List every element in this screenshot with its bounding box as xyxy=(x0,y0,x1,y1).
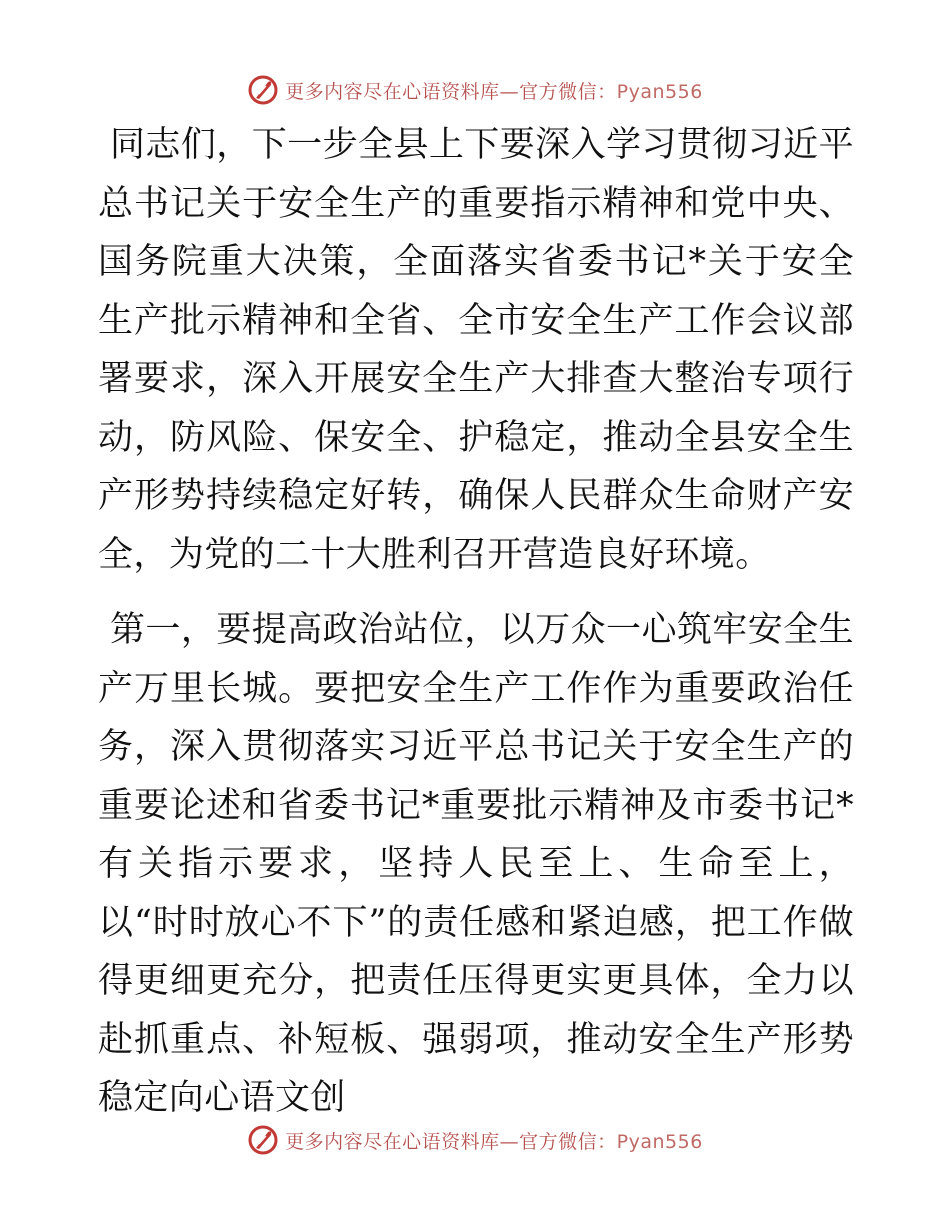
footer-watermark-banner xyxy=(0,1120,950,1160)
footer-banner-label: 更多内容尽在心语资料库—官方微信： xyxy=(285,1130,617,1153)
quill-logo-icon xyxy=(247,1124,279,1156)
header-wechat-id: Pyan556 xyxy=(616,80,703,103)
footer-banner-text xyxy=(285,1127,703,1154)
header-banner-label: 更多内容尽在心语资料库—官方微信： xyxy=(285,80,617,103)
body-paragraph-1: 同志们，下一步全县上下要深入学习贯彻习近平总书记关于安全生产的重要指示精神和党中央、国务院重大决策，全面落实省委书记*关于安全生产批示精神和全省、全市安全生产工作会议部署要求，深入开展安全生产大排查大整治专项行动，防风险、保安全、护稳定，推动全县安全生产形势持续稳定好转，确保人民群众生命财产安全，为党的二十大胜利召开营造良好环境。 xyxy=(98,125,854,575)
footer-wechat-id: Pyan556 xyxy=(616,1130,703,1153)
quill-logo-icon xyxy=(247,74,279,106)
body-paragraph-2: 第一，要提高政治站位，以万众一心筑牢安全生产万里长城。要把安全生产工作作为重要政治任务，深入贯彻落实习近平总书记关于安全生产的重要论述和省委书记*重要批示精神及市委书记*有关指示要求，坚持人民至上、生命至上，以“时时放心不下”的责任感和紧迫感，把工作做得更细更充分，把责任压得更实更具体，全力以赴抓重点、补短板、强弱项，推动安全生产形势稳定向心语文创 xyxy=(98,610,854,1118)
header-watermark-banner xyxy=(0,70,950,110)
header-banner-text xyxy=(285,77,703,104)
